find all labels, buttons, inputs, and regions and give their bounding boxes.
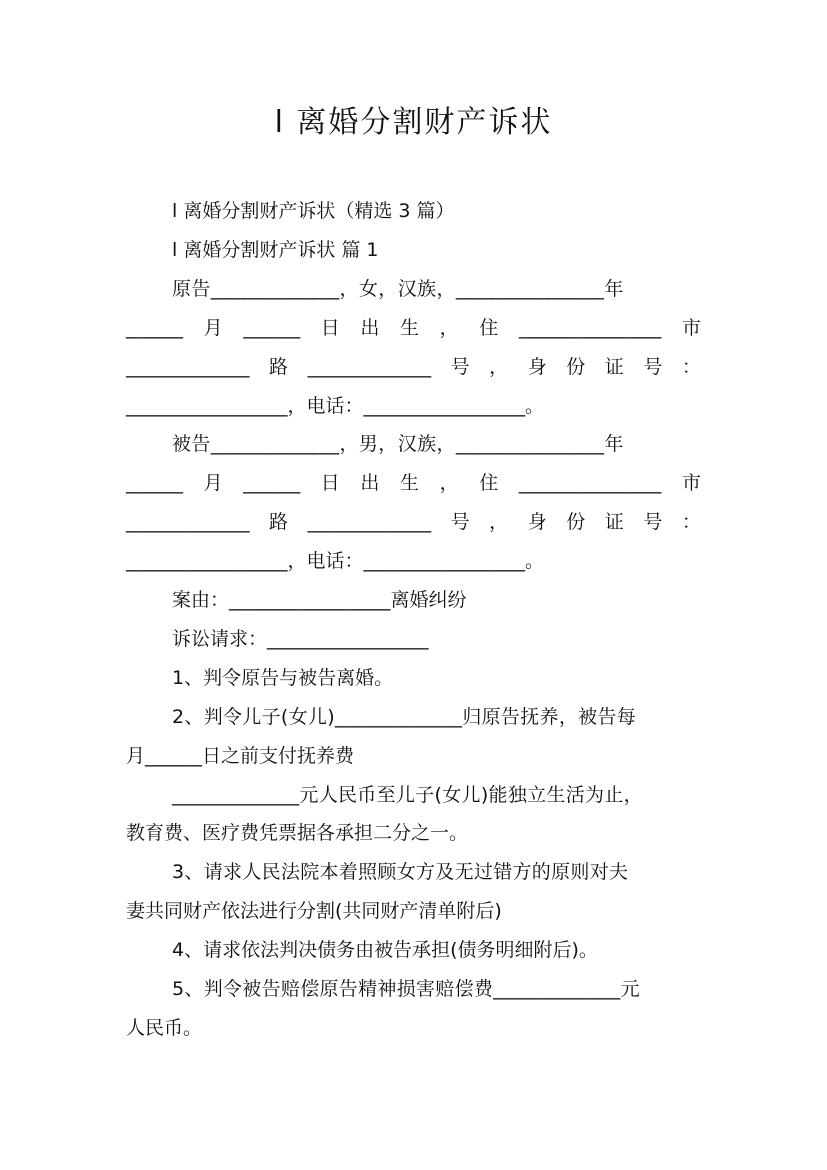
text-zhu: 住 <box>479 317 499 339</box>
colon: ： <box>681 356 701 378</box>
plaintiff-line-4: _________________，电话：_________________。 <box>126 395 545 417</box>
claim-4: 4、请求依法判决债务由被告承担(债务明细附后)。 <box>172 939 598 961</box>
text-shi: 市 <box>681 472 701 494</box>
text-zheng: 证 <box>604 511 624 533</box>
document-title: l 离婚分割财产诉状 <box>274 105 553 140</box>
text-shen: 身 <box>527 356 547 378</box>
plaintiff-line-1: 原告_____________，女，汉族，_______________年 <box>172 278 624 300</box>
blank-number: _____________ <box>307 356 432 378</box>
claim-2-line-3: _____________元人民币至儿子(女儿)能独立生活为止， <box>172 784 643 806</box>
text-lu: 路 <box>269 356 289 378</box>
blank-city: _______________ <box>518 472 662 494</box>
claim-2-line-4: 教育费、医疗费凭票据各承担二分之一。 <box>126 822 469 844</box>
colon: ： <box>681 511 701 533</box>
claim-1: 1、判令原告与被告离婚。 <box>172 667 394 689</box>
text-hao2: 号 <box>643 511 663 533</box>
claim-2-line-2: 月______日之前支付抚养费 <box>126 745 355 767</box>
blank-month: ______ <box>126 317 183 339</box>
defendant-line-4: _________________，电话：_________________。 <box>126 550 545 572</box>
text-fen: 份 <box>566 356 586 378</box>
defendant-line-2 <box>126 471 701 495</box>
text-shi: 市 <box>681 317 701 339</box>
case-cause: 案由：_________________离婚纠纷 <box>172 589 467 611</box>
claim-5-line-2: 人民币。 <box>126 1017 203 1039</box>
defendant-line-3 <box>126 510 701 534</box>
text-ri: 日 <box>320 472 340 494</box>
claim-3-line-1: 3、请求人民法院本着照顾女方及无过错方的原则对夫 <box>172 861 629 883</box>
document-subtitle: l 离婚分割财产诉状（精选 3 篇） <box>172 200 455 222</box>
text-sheng: 生 <box>400 472 420 494</box>
comma: ， <box>439 472 459 494</box>
blank-road: _____________ <box>126 356 250 378</box>
claims-heading: 诉讼请求：_________________ <box>172 628 429 650</box>
text-lu: 路 <box>269 511 289 533</box>
blank-day: ______ <box>243 472 301 494</box>
plaintiff-line-2 <box>126 316 701 340</box>
text-sheng: 生 <box>400 317 420 339</box>
text-hao: 号 <box>450 356 470 378</box>
defendant-line-1: 被告_____________，男，汉族，_______________年 <box>172 433 624 455</box>
section-heading: l 离婚分割财产诉状 篇 1 <box>172 239 379 261</box>
comma: ， <box>489 356 509 378</box>
comma: ， <box>439 317 459 339</box>
text-yue: 月 <box>203 472 223 494</box>
claim-3-line-2: 妻共同财产依法进行分割(共同财产清单附后) <box>126 900 502 922</box>
text-chu: 出 <box>360 317 380 339</box>
blank-road: _____________ <box>126 511 250 533</box>
text-fen: 份 <box>566 511 586 533</box>
text-zheng: 证 <box>604 356 624 378</box>
text-ri: 日 <box>320 317 340 339</box>
comma: ， <box>489 511 509 533</box>
text-hao2: 号 <box>643 356 663 378</box>
text-chu: 出 <box>360 472 380 494</box>
plaintiff-line-3 <box>126 355 701 379</box>
blank-city: _______________ <box>518 317 662 339</box>
text-zhu: 住 <box>479 472 499 494</box>
claim-2-line-1: 2、判令儿子(女儿)_____________归原告抚养，被告每 <box>172 706 637 728</box>
text-shen: 身 <box>527 511 547 533</box>
blank-month: ______ <box>126 472 183 494</box>
text-hao: 号 <box>450 511 470 533</box>
claim-5-line-1: 5、判令被告赔偿原告精神损害赔偿费_____________元 <box>172 978 640 1000</box>
blank-day: ______ <box>243 317 301 339</box>
text-yue: 月 <box>203 317 223 339</box>
blank-number: _____________ <box>307 511 432 533</box>
